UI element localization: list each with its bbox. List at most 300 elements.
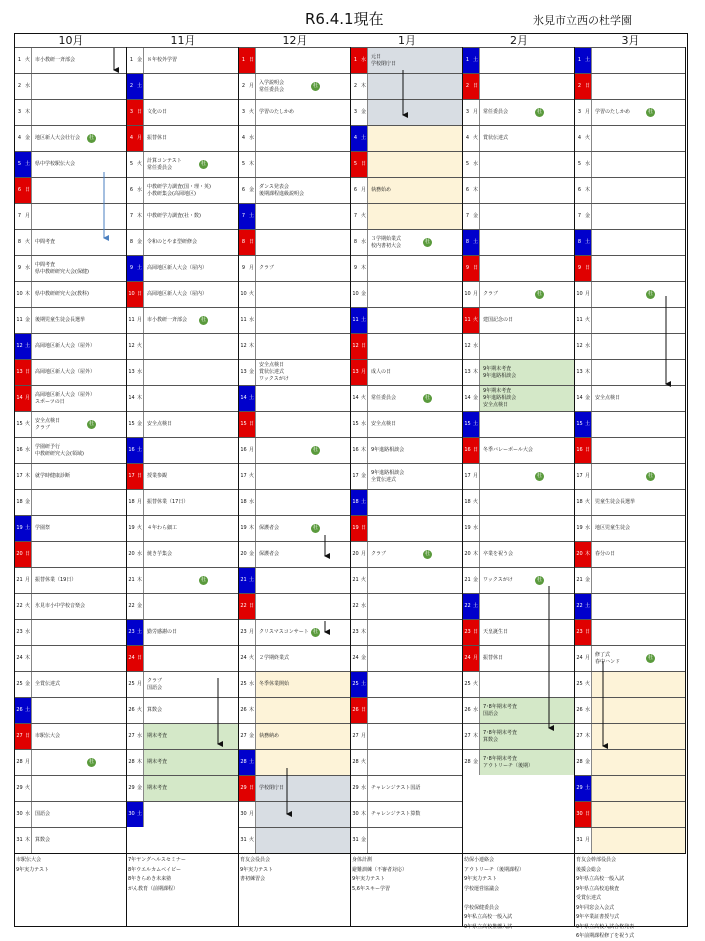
weekday: 木 [136, 750, 144, 775]
day-cell [575, 255, 685, 281]
day-events [483, 750, 533, 775]
day-number: 28 [352, 759, 359, 765]
day-events [595, 100, 630, 125]
event-text: 中間考査 [35, 261, 56, 268]
day-cell [575, 203, 685, 229]
morinokai-icon: 杜 [200, 161, 206, 167]
weekday: 金 [136, 594, 144, 619]
morinokai-icon: 杜 [88, 421, 94, 427]
note-text: 9年実力テスト [352, 876, 385, 882]
weekday: 水 [584, 152, 592, 177]
day-number: 17 [240, 473, 247, 479]
note-text: 9年私立高校一般入試 [464, 914, 513, 920]
event-text: 振替休業（17日） [147, 499, 189, 505]
weekday: 火 [248, 464, 256, 489]
day-cell [575, 567, 685, 593]
day-number: 27 [576, 733, 583, 739]
day-events [259, 646, 289, 671]
note-text: 市駅伝大会 [16, 857, 42, 863]
day-events [35, 724, 60, 749]
event-text: 常任委員会 [259, 86, 285, 93]
day-cell [15, 47, 126, 73]
event-text: 市駅伝大会 [35, 733, 61, 739]
day-number: 20 [575, 542, 584, 567]
day-number: 4 [241, 135, 246, 141]
day-number: 21 [128, 577, 135, 583]
weekday: 木 [584, 724, 592, 749]
day-number: 11 [463, 308, 472, 333]
event-text: クラブ [35, 424, 51, 431]
weekday: 月 [24, 204, 32, 229]
day-cell [15, 333, 126, 359]
day-number: 12 [15, 334, 24, 359]
event-text: クリスマスコンサート [259, 629, 309, 635]
note-text: 9年県立高校追検査 [576, 885, 620, 892]
day-cell [127, 541, 238, 567]
day-cell [575, 437, 685, 463]
day-number: 28 [464, 759, 471, 765]
note-text: 後援会総会 [576, 866, 602, 873]
note-text: アウトリーチ（後期課程） [464, 866, 525, 873]
day-number: 8 [17, 239, 22, 245]
weekday: 火 [472, 308, 480, 333]
day-cell [127, 723, 238, 749]
weekday: 月 [360, 542, 368, 567]
day-events [483, 100, 508, 125]
day-cell [351, 827, 462, 853]
weekday: 金 [584, 386, 592, 411]
morinokai-icon: 杜 [424, 395, 430, 401]
day-cell [351, 333, 462, 359]
day-number: 13 [351, 360, 360, 385]
period-shade [592, 750, 685, 775]
weekday: 水 [136, 724, 144, 749]
day-events [371, 438, 404, 463]
day-number: 2 [17, 83, 22, 89]
day-number: 10 [464, 291, 471, 297]
day-number: 19 [576, 525, 583, 531]
period-shade [592, 776, 685, 801]
day-events [371, 386, 396, 411]
day-events [483, 542, 513, 567]
day-cell [351, 203, 462, 229]
event-text: 中間考査 [35, 239, 56, 245]
event-text: 安全点検日 [483, 402, 509, 408]
event-text: 入学説明会 [259, 79, 285, 86]
event-text: 学習のたしかめ [259, 109, 295, 115]
day-cell [575, 489, 685, 515]
weekday: 月 [136, 672, 144, 697]
event-text: 学習のたしかめ [595, 109, 631, 115]
day-cell [463, 151, 574, 177]
day-cell [351, 437, 462, 463]
day-cell [575, 671, 685, 697]
day-number: 6 [129, 187, 134, 193]
weekday: 木 [360, 256, 368, 281]
event-text: ３学期始業式 [371, 235, 402, 242]
month-header: 12月 [282, 34, 308, 47]
period-shade [368, 100, 462, 125]
day-number: 25 [16, 681, 23, 687]
weekday: 水 [360, 48, 368, 73]
weekday: 土 [584, 230, 592, 255]
day-number: 3 [577, 109, 582, 115]
period-shade [256, 802, 350, 827]
day-events [147, 490, 188, 515]
day-cell [351, 47, 462, 73]
day-cell [575, 801, 685, 827]
weekday: 土 [24, 516, 32, 541]
weekday: 木 [248, 152, 256, 177]
day-number: 16 [16, 447, 23, 453]
day-number: 1 [575, 48, 584, 73]
day-number: 7 [129, 213, 134, 219]
day-cell [575, 333, 685, 359]
day-number: 2 [353, 83, 358, 89]
day-number: 16 [575, 438, 584, 463]
day-cell [351, 671, 462, 697]
note-text: 9年実力テスト [464, 876, 497, 882]
weekday: 火 [24, 594, 32, 619]
day-cell [351, 73, 462, 99]
weekday: 土 [248, 568, 256, 593]
weekday: 水 [248, 490, 256, 515]
day-cell [351, 463, 462, 489]
day-events [147, 776, 167, 801]
weekday: 土 [584, 776, 592, 801]
day-number: 11 [16, 317, 23, 323]
day-number: 9 [463, 256, 472, 281]
weekday: 火 [584, 308, 592, 333]
day-cell [15, 697, 126, 723]
weekday: 日 [472, 620, 480, 645]
day-number: 19 [464, 525, 471, 531]
note-text: 9年県立高校推薦入試 [464, 923, 513, 930]
day-number: 26 [15, 698, 24, 723]
weekday: 水 [472, 152, 480, 177]
period-shade [256, 698, 350, 723]
day-number: 24 [463, 646, 472, 671]
day-number: 17 [127, 464, 136, 489]
day-cell [575, 541, 685, 567]
day-number: 19 [351, 516, 360, 541]
day-cell [15, 99, 126, 125]
weekday: 水 [472, 698, 480, 723]
day-cell [239, 125, 350, 151]
weekday: 月 [584, 828, 592, 853]
note-text: 9年同窓会入会式 [576, 904, 615, 911]
event-text: 常任委員会 [483, 109, 509, 115]
weekday: 月 [584, 100, 592, 125]
event-text: 春中ハンド [595, 658, 621, 665]
weekday: 水 [360, 230, 368, 255]
day-events [147, 542, 172, 567]
day-number: 5 [465, 161, 470, 167]
morinokai-icon: 杜 [536, 109, 542, 115]
event-text: 高岡地区新人大会（屋内） [147, 291, 208, 297]
weekday: 金 [360, 646, 368, 671]
day-events [147, 750, 167, 775]
day-cell [463, 645, 574, 671]
event-text: 安全点検日 [147, 421, 173, 427]
period-shade [256, 750, 350, 775]
day-cell [463, 229, 574, 255]
day-events [483, 620, 508, 645]
note-text: 育友会役員会 [240, 857, 271, 863]
event-text: 氷見市小中学校音楽会 [35, 603, 86, 609]
day-events [259, 360, 289, 385]
weekday: 土 [136, 802, 144, 827]
day-events [259, 620, 309, 645]
weekday: 金 [248, 360, 256, 385]
day-cell [15, 541, 126, 567]
day-cell [463, 671, 574, 697]
event-text: 建国記念の日 [483, 317, 514, 323]
day-events [147, 152, 182, 177]
day-number: 18 [240, 499, 247, 505]
day-events [259, 776, 284, 801]
day-number: 19 [15, 516, 24, 541]
day-cell [239, 697, 350, 723]
weekday: 日 [360, 698, 368, 723]
day-number: 25 [464, 681, 471, 687]
day-events [35, 308, 85, 333]
weekday: 金 [472, 568, 480, 593]
event-text: チャレンジテスト国語 [371, 785, 421, 791]
day-cell [463, 307, 574, 333]
day-number: 18 [16, 499, 23, 505]
day-events [147, 204, 201, 229]
day-number: 8 [239, 230, 248, 255]
day-cell [463, 359, 574, 385]
event-text: 期末考査 [147, 733, 168, 739]
weekday: 日 [584, 620, 592, 645]
day-number: 29 [575, 776, 584, 801]
morinokai-icon: 杜 [312, 83, 318, 89]
weekday: 土 [136, 74, 144, 99]
day-events [35, 360, 95, 385]
day-cell [575, 645, 685, 671]
weekday: 土 [360, 672, 368, 697]
day-number: 2 [241, 83, 246, 89]
day-cell [15, 73, 126, 99]
day-number: 14 [239, 386, 248, 411]
day-cell [351, 489, 462, 515]
day-cell [15, 593, 126, 619]
day-cell [127, 203, 238, 229]
day-number: 13 [15, 360, 24, 385]
day-cell [15, 775, 126, 801]
day-events [371, 360, 391, 385]
weekday: 水 [360, 776, 368, 801]
event-text: ワックスがけ [259, 376, 289, 382]
day-cell [239, 203, 350, 229]
day-cell [239, 775, 350, 801]
month-header: 2月 [510, 34, 528, 47]
day-cell [239, 593, 350, 619]
day-number: 11 [576, 317, 583, 323]
day-number: 24 [127, 646, 136, 671]
weekday: 火 [248, 282, 256, 307]
day-cell [127, 619, 238, 645]
weekday: 日 [248, 776, 256, 801]
day-number: 7 [577, 213, 582, 219]
day-number: 1 [129, 57, 134, 63]
weekday: 金 [248, 542, 256, 567]
weekday: 土 [24, 698, 32, 723]
event-text: 就学時健康診断 [35, 473, 71, 479]
day-cell [239, 229, 350, 255]
day-number: 21 [16, 577, 23, 583]
day-number: 19 [128, 525, 135, 531]
day-number: 9 [17, 265, 22, 271]
month-header: 11月 [170, 34, 196, 47]
event-text: 高岡地区新人大会（屋内） [147, 265, 208, 271]
weekday: 金 [136, 230, 144, 255]
day-cell [575, 749, 685, 775]
day-cell [239, 515, 350, 541]
weekday: 火 [24, 412, 32, 437]
event-text: 執務納め [259, 733, 280, 739]
day-number: 20 [240, 551, 247, 557]
weekday: 火 [136, 152, 144, 177]
note-text [464, 894, 573, 904]
day-number: 24 [352, 655, 359, 661]
note-text: 幼保小連絡会 [464, 857, 495, 863]
day-events [147, 516, 177, 541]
day-cell [575, 177, 685, 203]
event-text: 執務始め [371, 187, 392, 193]
note-text: 学校運営協議会 [464, 885, 500, 892]
month-notes [127, 853, 239, 927]
weekday: 金 [24, 308, 32, 333]
day-number: 5 [241, 161, 246, 167]
weekday: 月 [248, 438, 256, 463]
day-cell [351, 801, 462, 827]
note-text: 9年県立高校一般入試 [576, 876, 625, 882]
weekday: 木 [136, 568, 144, 593]
day-cell [463, 567, 574, 593]
day-cell [351, 99, 462, 125]
day-events [147, 412, 172, 437]
weekday: 月 [24, 568, 32, 593]
month-notes [15, 853, 127, 927]
day-events [35, 230, 55, 255]
event-text: 県中教研研究大会(教科) [35, 291, 89, 297]
day-cell [127, 255, 238, 281]
day-number: 21 [352, 577, 359, 583]
weekday: 日 [584, 74, 592, 99]
day-cell [463, 437, 574, 463]
weekday: 木 [360, 620, 368, 645]
day-events [147, 464, 167, 489]
day-number: 23 [16, 629, 23, 635]
day-number: 29 [352, 785, 359, 791]
day-number: 12 [464, 343, 471, 349]
day-number: 10 [576, 291, 583, 297]
weekday: 火 [248, 646, 256, 671]
day-cell [575, 307, 685, 333]
day-events [35, 386, 95, 411]
day-events [371, 48, 396, 73]
day-events [35, 126, 80, 151]
day-number: 3 [353, 109, 358, 115]
day-cell [351, 125, 462, 151]
day-cell [127, 411, 238, 437]
note-text: 6年前期課程修了を祝う式 [576, 933, 635, 939]
event-text: 7･8年期末考査 [483, 755, 517, 762]
day-number: 20 [15, 542, 24, 567]
event-text: チャレンジテスト算数 [371, 811, 421, 817]
event-text: 全賞伝達式 [371, 476, 397, 483]
month-column [351, 47, 463, 853]
weekday: 月 [24, 386, 32, 411]
day-cell [351, 541, 462, 567]
day-number: 3 [17, 109, 22, 115]
month-header: 1月 [398, 34, 416, 47]
day-number: 17 [576, 473, 583, 479]
note-text: 7年ヤングヘルスセミナー [128, 857, 186, 863]
day-number: 23 [240, 629, 247, 635]
event-text: 修了式 [595, 651, 611, 658]
event-text: 冬季バレーボール大会 [483, 447, 533, 453]
weekday: 木 [24, 282, 32, 307]
event-text: 常任委員会 [371, 395, 397, 401]
morinokai-icon: 杜 [536, 291, 542, 297]
day-events [595, 490, 635, 515]
day-number: 6 [353, 187, 358, 193]
weekday: 金 [584, 568, 592, 593]
day-cell [127, 567, 238, 593]
weekday: 金 [360, 464, 368, 489]
event-text: 文化の日 [147, 109, 168, 115]
day-number: 9 [353, 265, 358, 271]
event-text: 賞状伝達式 [483, 135, 509, 141]
weekday: 土 [136, 438, 144, 463]
day-cell [127, 359, 238, 385]
day-number: 28 [128, 759, 135, 765]
day-cell [127, 125, 238, 151]
event-text: クラブ [147, 677, 163, 684]
day-events [35, 672, 60, 697]
day-number: 27 [128, 733, 135, 739]
event-text: 9年進路相談会 [483, 372, 517, 379]
day-cell [15, 801, 126, 827]
day-cell [575, 697, 685, 723]
day-cell [127, 151, 238, 177]
day-cell [239, 463, 350, 489]
event-text: 常任委員会 [147, 164, 173, 171]
weekday: 土 [360, 308, 368, 333]
day-events [259, 256, 274, 281]
day-number: 18 [464, 499, 471, 505]
day-number: 2 [127, 74, 136, 99]
day-number: 5 [129, 161, 134, 167]
month-column [575, 47, 686, 853]
day-cell [463, 463, 574, 489]
day-cell [15, 411, 126, 437]
day-cell [239, 801, 350, 827]
day-events [35, 516, 50, 541]
day-cell [15, 515, 126, 541]
weekday: 土 [136, 620, 144, 645]
note-text: 9年実力テスト [16, 866, 49, 873]
day-number: 6 [15, 178, 24, 203]
event-text: 後期児童生徒会長選挙 [35, 317, 86, 323]
weekday: 日 [248, 594, 256, 619]
day-cell [575, 359, 685, 385]
day-number: 13 [128, 369, 135, 375]
